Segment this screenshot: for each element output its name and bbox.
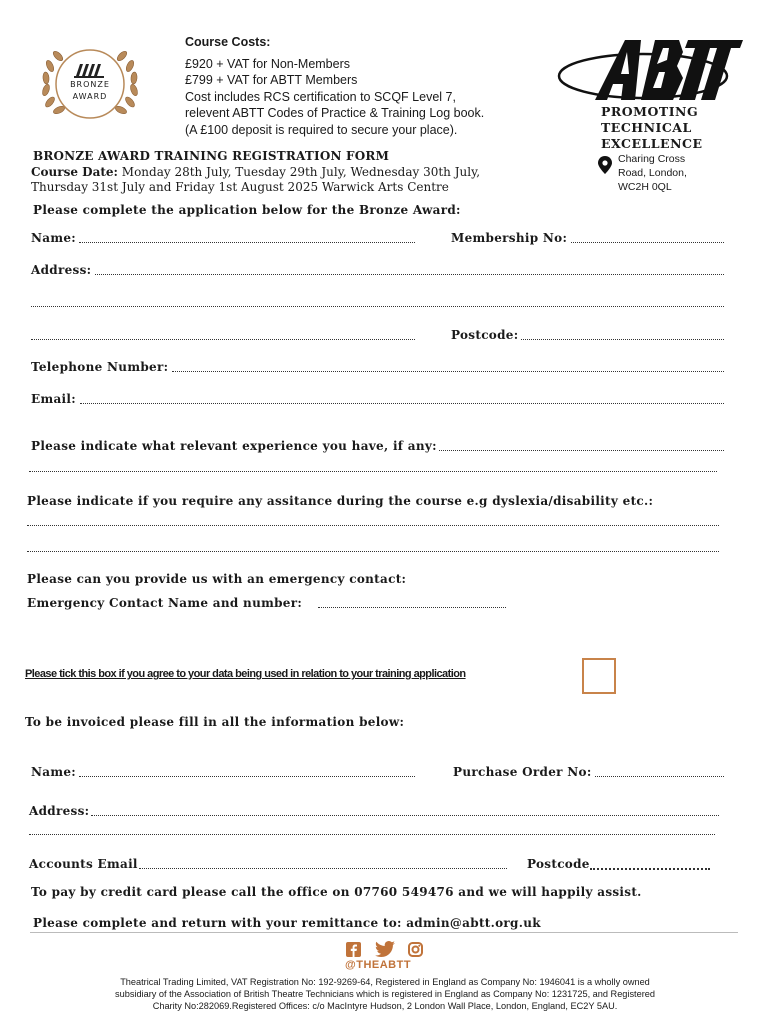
purchase-order-label: Purchase Order No: <box>453 765 592 779</box>
emergency-intro: Please can you provide us with an emergency contact: <box>27 572 407 586</box>
location-pin-icon <box>598 156 612 174</box>
invoice-name-label: Name: <box>31 765 77 779</box>
telephone-label: Telephone Number: <box>31 360 169 374</box>
email-field[interactable] <box>80 403 724 404</box>
footer-line3: Charity No:282069.Registered Offices: c/o MacIntyre Hudson, 2 London Wall Place, London, England, EC2Y 5AU. <box>152 1001 618 1011</box>
legal-footer <box>20 976 750 1012</box>
course-date-value: Monday 28th July, Tuesday 29th July, Wednesday 30th July, <box>117 165 481 179</box>
tagline <box>601 104 703 152</box>
return-note: Please complete and return with your remittance to: admin@abtt.org.uk <box>33 916 541 930</box>
invoice-address-line1[interactable] <box>91 815 719 816</box>
footer-divider <box>30 932 738 933</box>
address-line3: WC2H 0QL <box>618 181 672 193</box>
course-date <box>31 164 480 180</box>
invoice-address-label: Address: <box>29 804 90 818</box>
footer-line1: Theatrical Trading Limited, VAT Registration No: 192-9269-64, Registered in England as Company No: 1946041 is a wholly owned <box>120 977 650 987</box>
office-address <box>618 152 687 194</box>
postcode-field[interactable] <box>521 339 724 340</box>
form-title: BRONZE AWARD TRAINING REGISTRATION FORM <box>33 149 390 163</box>
assistance-field-line2[interactable] <box>27 551 719 552</box>
invoice-address-line2[interactable] <box>29 834 715 835</box>
course-date-line2: Thursday 31st July and Friday 1st August 2025 Warwick Arts Centre <box>31 180 449 194</box>
course-date-label: Course Date: <box>31 165 118 179</box>
assistance-label: Please indicate if you require any assitance during the course e.g dyslexia/disability etc.: <box>27 494 654 508</box>
telephone-field[interactable] <box>172 371 724 372</box>
card-payment-note: To pay by credit card please call the office on 07760 549476 and we will happily assist. <box>31 885 642 899</box>
accounts-email-label: Accounts Email <box>29 857 138 871</box>
costs-line: (A £100 deposit is required to secure your place). <box>185 122 458 137</box>
accounts-email-field[interactable] <box>139 868 507 869</box>
costs-heading: Course Costs: <box>185 35 271 49</box>
experience-field-line1[interactable] <box>439 450 724 451</box>
email-label: Email: <box>31 392 76 406</box>
invoice-postcode-label: Postcode <box>527 857 590 871</box>
name-label: Name: <box>31 231 77 245</box>
address-field-line2[interactable] <box>31 306 724 307</box>
facebook-icon[interactable] <box>346 942 361 957</box>
assistance-field-line1[interactable] <box>27 525 719 526</box>
abtt-logo <box>555 36 745 106</box>
emergency-field[interactable] <box>318 607 506 608</box>
consent-label: Please tick this box if you agree to your data being used in relation to your training application <box>25 668 466 680</box>
postcode-label: Postcode: <box>451 328 519 342</box>
address-line1: Charing Cross <box>618 153 686 165</box>
membership-label: Membership No: <box>451 231 568 245</box>
costs-line: £799 + VAT for ABTT Members <box>185 73 358 87</box>
emergency-label: Emergency Contact Name and number: <box>27 596 303 610</box>
form-intro: Please complete the application below for the Bronze Award: <box>33 203 461 217</box>
name-field[interactable] <box>79 242 415 243</box>
address-field-line3[interactable] <box>31 339 415 340</box>
costs-line: relevent ABTT Codes of Practice & Training Log book. <box>185 106 485 120</box>
twitter-icon[interactable] <box>375 941 395 957</box>
invoice-name-field[interactable] <box>79 776 415 777</box>
membership-field[interactable] <box>571 242 724 243</box>
invoice-postcode-field[interactable] <box>590 868 710 870</box>
footer-line2: subsidiary of the Association of British Theatre Technicians which is registered in England as Company No: 1231725, and Registered <box>115 989 655 999</box>
instagram-icon[interactable] <box>408 942 423 957</box>
address-line2: Road, London, <box>618 167 687 179</box>
experience-field-line2[interactable] <box>29 471 717 472</box>
address-field-line1[interactable] <box>95 274 724 275</box>
address-label: Address: <box>31 263 92 277</box>
course-costs <box>185 34 565 138</box>
tagline-line3: EXCELLENCE <box>601 136 703 151</box>
experience-label: Please indicate what relevant experience you have, if any: <box>31 439 437 453</box>
social-handle[interactable]: @THEABTT <box>345 959 412 971</box>
bronze-award-badge <box>36 40 144 126</box>
purchase-order-field[interactable] <box>595 776 724 777</box>
consent-checkbox[interactable] <box>582 658 616 694</box>
costs-line: £920 + VAT for Non-Members <box>185 56 351 71</box>
badge-line2: AWARD <box>72 92 108 101</box>
tagline-line2: TECHNICAL <box>601 120 692 135</box>
costs-line: Cost includes RCS certification to SCQF Level 7, <box>185 89 456 104</box>
invoice-intro: To be invoiced please fill in all the information below: <box>25 715 405 729</box>
badge-line1: BRONZE <box>70 80 110 89</box>
tagline-line1: PROMOTING <box>601 104 699 119</box>
